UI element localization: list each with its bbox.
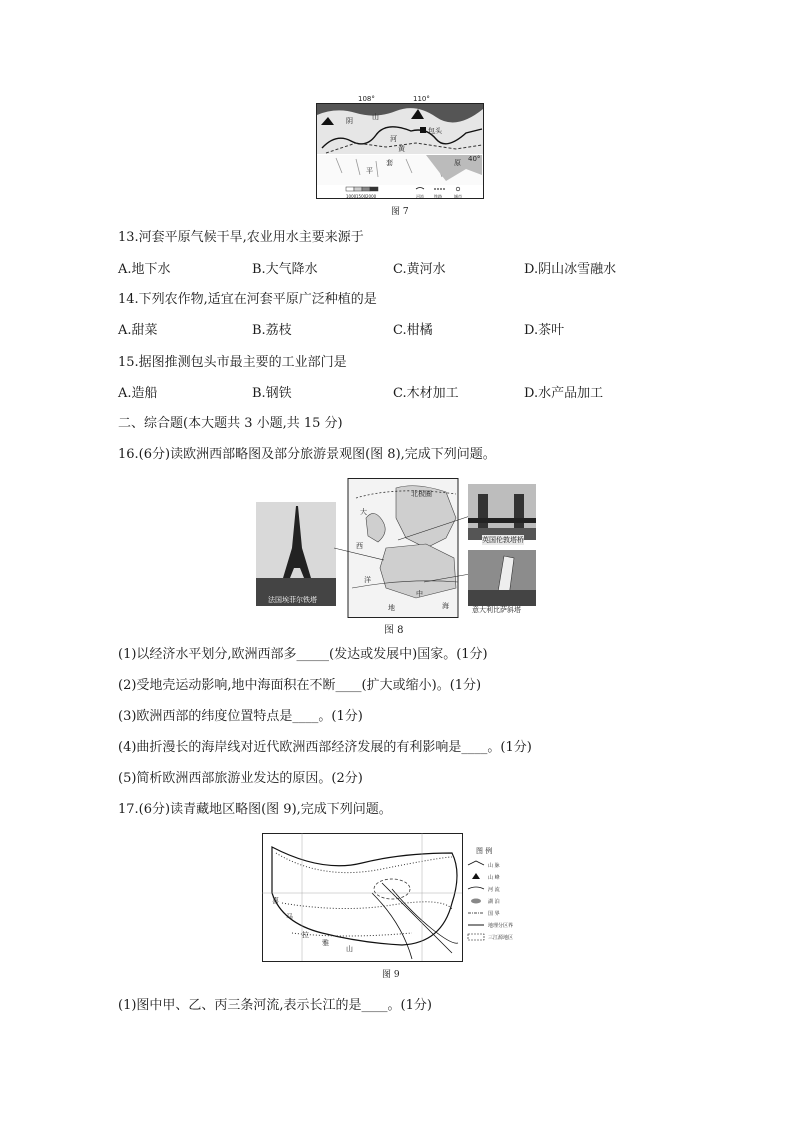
lon-110-label: 110° [413,95,430,103]
map-label-he: 河 [390,135,397,143]
map-label-ma: 马 [286,913,293,921]
map-label-la: 拉 [302,931,309,939]
map-label-yin: 阴 [346,117,353,125]
q15-option-d[interactable]: D.水产品加工 [524,386,604,401]
legend-region-boundary: 地理分区界 [488,923,514,929]
map-label-ya: 雅 [322,939,329,947]
q15-option-b[interactable]: B.钢铁 [252,386,292,401]
q13-option-d[interactable]: D.阴山冰雪融水 [524,262,617,277]
legend-railway: 铁路 [434,194,442,199]
q14-option-d[interactable]: D.茶叶 [524,323,565,338]
q14-option-c[interactable]: C.柑橘 [393,323,433,338]
map-label-shan: 山 [372,113,379,121]
figure-9-legend [468,846,513,941]
map-label-yang: 洋 [364,576,371,584]
q16-stem: 16.(6分)读欧洲西部略图及部分旅游景观图(图 8),完成下列问题。 [118,447,496,462]
figure-8 [256,478,538,618]
q16-sub-5: (5)简析欧洲西部旅游业发达的原因。(2分) [118,771,363,786]
map-label-ping: 平 [366,167,373,175]
legend-river: 河 流 [488,887,500,893]
map-label-xi: 西 [356,542,363,550]
tower-bridge-photo [468,484,536,540]
figure-7-map [316,95,484,199]
q16-sub-4: (4)曲折漫长的海岸线对近代欧洲西部经济发展的有利影响是____。(1分) [118,740,532,755]
section-2-heading: 二、综合题(本大题共 3 小题,共 15 分) [118,416,343,431]
leaning-tower-photo [468,550,536,606]
q14-option-a[interactable]: A.甜菜 [118,323,158,338]
eiffel-tower-photo [256,502,336,606]
legend-mountain: 山 脉 [488,863,500,869]
q13-option-b[interactable]: B.大气降水 [252,262,318,277]
map-label-yuan: 原 [454,159,461,167]
q13-option-c[interactable]: C.黄河水 [393,262,446,277]
legend-border: 国 界 [488,911,500,917]
map-label-hai: 海 [442,602,449,610]
q16-sub-1: (1)以经济水平划分,欧洲西部多_____(发达或发展中)国家。(1分) [118,647,488,662]
legend-river: 河流 [416,194,424,199]
map-label-di: 地 [388,604,395,612]
legend-title: 图 例 [476,847,493,855]
q13-option-a[interactable]: A.地下水 [118,262,171,277]
lon-108-label: 108° [358,95,375,103]
q15-stem: 15.据图推测包头市最主要的工业部门是 [118,355,347,370]
q16-sub-3: (3)欧洲西部的纬度位置特点是____。(1分) [118,709,363,724]
hetao-plain-map [316,95,484,199]
legend-1000: 1000 [346,194,357,199]
lat-40-label: 40° [468,155,481,163]
map-label-zhong: 中 [416,590,423,598]
arctic-circle-label: 北极圈 [411,490,432,498]
tower-bridge-caption: 英国伦敦塔桥 [482,536,524,544]
figure-9-caption: 图 9 [382,970,400,980]
legend-1500: 1500 [356,194,367,199]
map-label-shan: 山 [346,945,353,953]
qinghai-tibet-map [262,833,534,973]
map-label-tao: 套 [386,159,393,167]
eiffel-tower-caption: 法国埃菲尔铁塔 [268,596,317,604]
figure-7-caption: 图 7 [391,207,409,217]
legend-peak: 山 峰 [488,875,500,881]
western-europe-map [334,479,470,618]
legend-city: 城市 [454,194,462,199]
leaning-tower-caption: 意大利比萨斜塔 [472,606,521,614]
map-label-da: 大 [360,508,367,516]
q17-stem: 17.(6分)读青藏地区略图(图 9),完成下列问题。 [118,802,392,817]
q14-stem: 14.下列农作物,适宜在河套平原广泛种植的是 [118,292,377,307]
figure-9-map [262,833,534,973]
legend-lake: 湖 泊 [488,899,500,905]
q16-sub-2: (2)受地壳运动影响,地中海面积在不断____(扩大或缩小)。(1分) [118,678,482,693]
map-label-huang: 黄 [398,145,405,153]
map-label-xi: 喜 [272,897,279,905]
q17-sub-1: (1)图中甲、乙、丙三条河流,表示长江的是____。(1分) [118,998,432,1013]
q14-option-b[interactable]: B.荔枝 [252,323,292,338]
q13-stem: 13.河套平原气候干旱,农业用水主要来源于 [118,230,364,245]
legend-2000: 2000 [366,194,377,199]
map-label-baotou: 包头 [428,127,442,135]
legend-sanjiangyuan: 三江源地区 [488,935,514,941]
q15-option-a[interactable]: A.造船 [118,386,158,401]
q15-option-c[interactable]: C.木材加工 [393,386,459,401]
figure-8-caption: 图 8 [384,625,404,636]
